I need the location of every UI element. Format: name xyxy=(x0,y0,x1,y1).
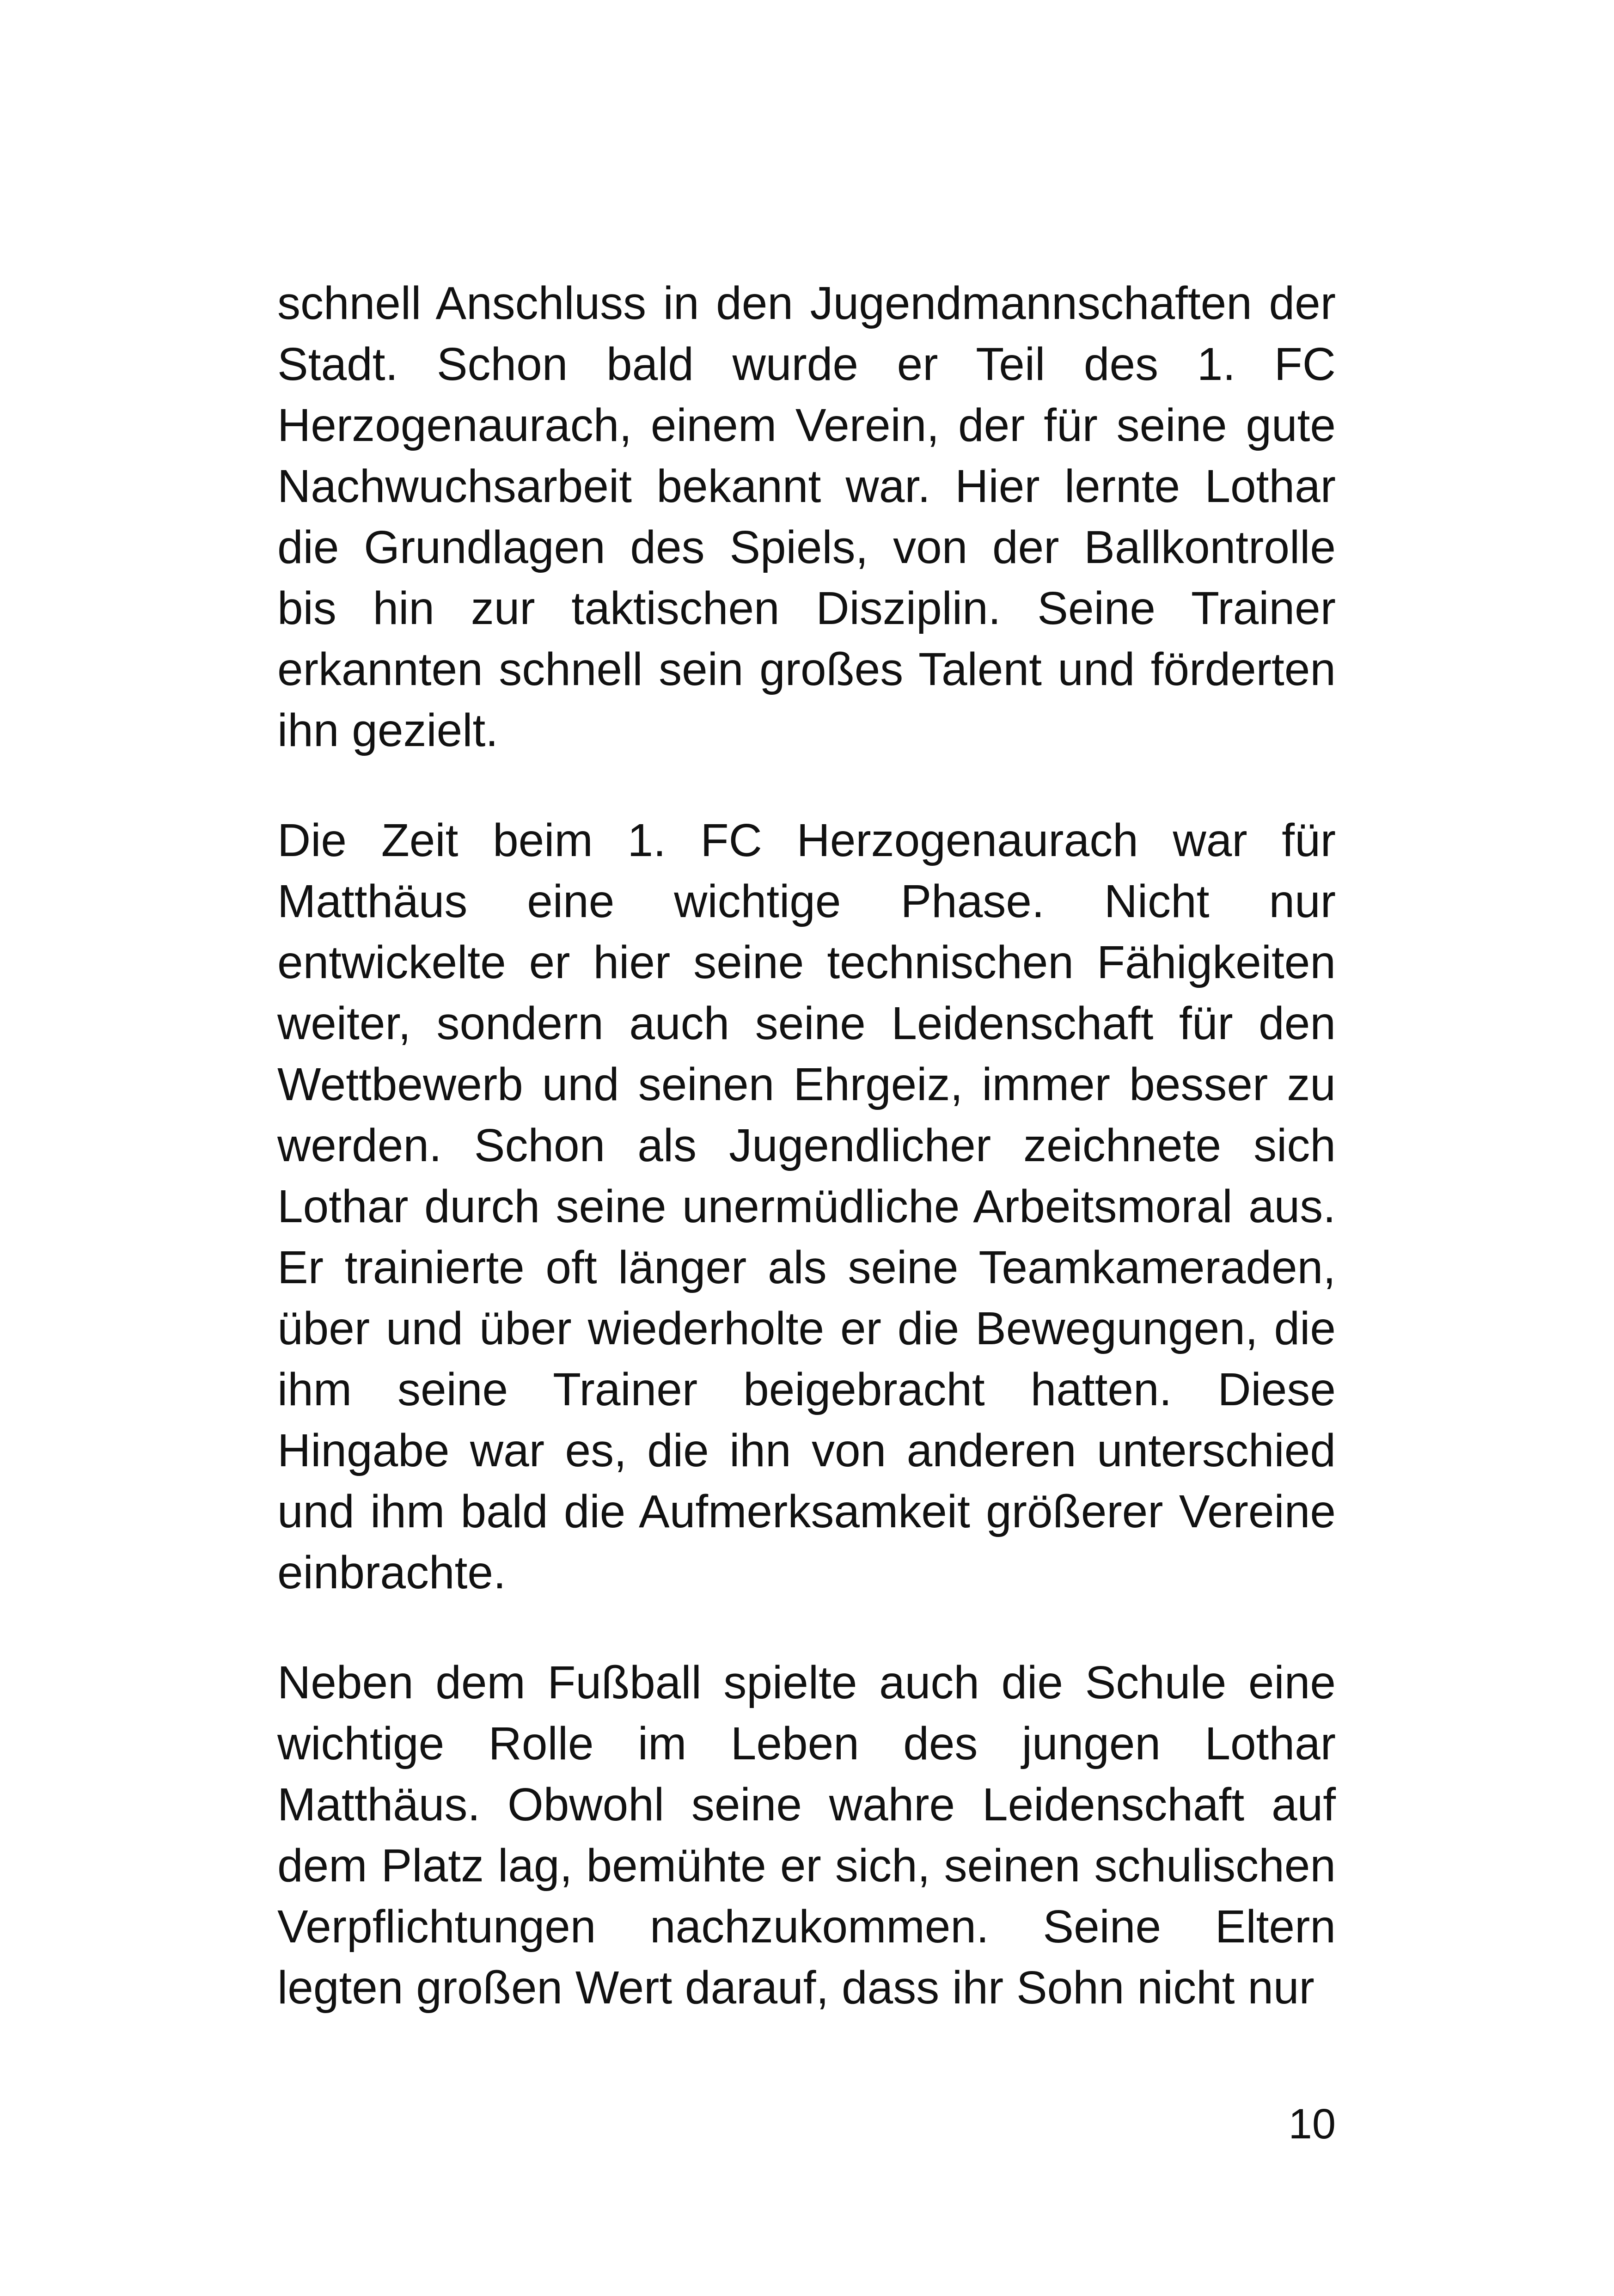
paragraph-1: schnell Anschluss in den Jugendmannschaften der Stadt. Schon bald wurde er Teil des 1. FC Herzogenaurach, einem Verein, der für seine gute Nachwuchsarbeit bekannt war. Hier lernte Lothar die Grundlagen des Spiels, von der Ballkontrolle bis hin zur taktischen Disziplin. Seine Trainer erkannten schnell sein großes Talent und förderten ihn gezielt. xyxy=(277,277,1336,756)
body-text xyxy=(277,273,1336,2018)
paragraph-3: Neben dem Fußball spielte auch die Schule eine wichtige Rolle im Leben des jungen Lothar Matthäus. Obwohl seine wahre Leidenschaft auf dem Platz lag, bemühte er sich, seinen schulischen Verpflichtungen nachzukommen. Seine Eltern legten großen Wert darauf, dass ihr Sohn nicht nur xyxy=(277,1657,1336,2014)
page-number: 10 xyxy=(1288,2100,1336,2148)
paragraph-2: Die Zeit beim 1. FC Herzogenaurach war für Matthäus eine wichtige Phase. Nicht nur entwickelte er hier seine technischen Fähigkeiten weiter, sondern auch seine Leidenschaft für den Wettbewerb und seinen Ehrgeiz, immer besser zu werden. Schon als Jugendlicher zeichnete sich Lothar durch seine unermüdliche Arbeitsmoral aus. Er trainierte oft länger als seine Teamkameraden, über und über wiederholte er die Bewegungen, die ihm seine Trainer beigebracht hatten. Diese Hingabe war es, die ihn von anderen unterschied und ihm bald die Aufmerksamkeit größerer Vereine einbrachte. xyxy=(277,814,1336,1598)
